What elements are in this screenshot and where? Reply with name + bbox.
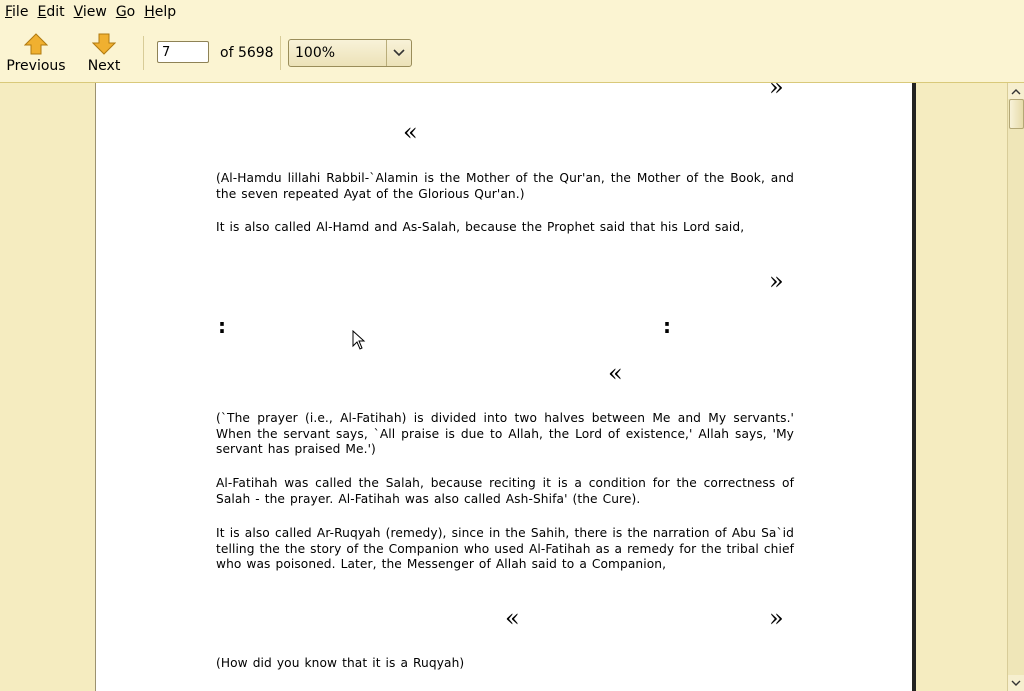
menu-bar (0, 0, 1024, 24)
next-page-button[interactable] (82, 24, 126, 80)
zoom-value: 100% (289, 40, 387, 66)
paragraph: (How did you know that it is a Ruqyah) (216, 656, 465, 670)
mouse-cursor-icon (352, 330, 366, 350)
menu-help[interactable]: Help (144, 4, 177, 20)
quote-close-glyph: » (769, 604, 784, 632)
chevron-down-icon[interactable] (387, 49, 411, 57)
chevron-down-icon (1011, 680, 1021, 687)
scrollbar-thumb[interactable] (1009, 99, 1024, 129)
paragraph: It is also called Ar-Ruqyah (remedy), since in the Sahih, there is the narration of Abu Sa`id telling the the story of the Companion who used Al-Fatihah as a remedy for the tribal chief who was poisoned. Later, the Messenger of Allah said to a Companion, (216, 526, 794, 571)
colon-glyph: : (218, 314, 226, 338)
previous-label: Previous (6, 58, 66, 74)
page-number-input[interactable] (157, 41, 209, 63)
scroll-up-button[interactable] (1008, 83, 1024, 99)
next-label: Next (87, 58, 121, 74)
paragraph: (Al-Hamdu lillahi Rabbil-`Alamin is the Mother of the Qur'an, the Mother of the Book, and the seven repeated Ayat of the Glorious Qur'an.) (216, 171, 794, 201)
menu-go[interactable]: Go (115, 4, 136, 20)
document-viewport[interactable] (0, 83, 1007, 691)
arrow-down-icon (92, 33, 116, 55)
quote-close-glyph: » (769, 267, 784, 295)
menu-edit[interactable]: Edit (37, 4, 65, 20)
quote-close-glyph: » (769, 83, 784, 101)
menu-view[interactable]: View (73, 4, 107, 20)
chevron-up-icon (1011, 88, 1021, 95)
zoom-select[interactable] (288, 39, 412, 67)
paragraph: It is also called Al-Hamd and As-Salah, because the Prophet said that his Lord said, (216, 220, 745, 234)
menu-file[interactable]: File (5, 4, 29, 20)
quote-open-glyph: « (608, 359, 623, 387)
previous-page-button[interactable] (6, 24, 66, 80)
paragraph: (`The prayer (i.e., Al-Fatihah) is divided into two halves between Me and My servants.' When the servant says, `All praise is due to Allah, the Lord of existence,' Allah says, 'My servant has praised Me.') (216, 411, 794, 456)
colon-glyph: : (663, 314, 671, 338)
scroll-down-button[interactable] (1008, 675, 1024, 691)
toolbar (0, 24, 1024, 83)
vertical-scrollbar[interactable] (1007, 83, 1024, 691)
page-total-label: of 5698 (220, 45, 274, 61)
toolbar-separator (143, 36, 144, 70)
quote-open-glyph: « (505, 604, 520, 632)
paragraph: Al-Fatihah was called the Salah, because reciting it is a condition for the correctness of Salah - the prayer. Al-Fatihah was also called Ash-Shifa' (the Cure). (216, 476, 794, 506)
document-page (95, 83, 916, 691)
arrow-up-icon (24, 33, 48, 55)
quote-open-glyph: « (403, 118, 418, 146)
toolbar-separator (280, 36, 281, 70)
